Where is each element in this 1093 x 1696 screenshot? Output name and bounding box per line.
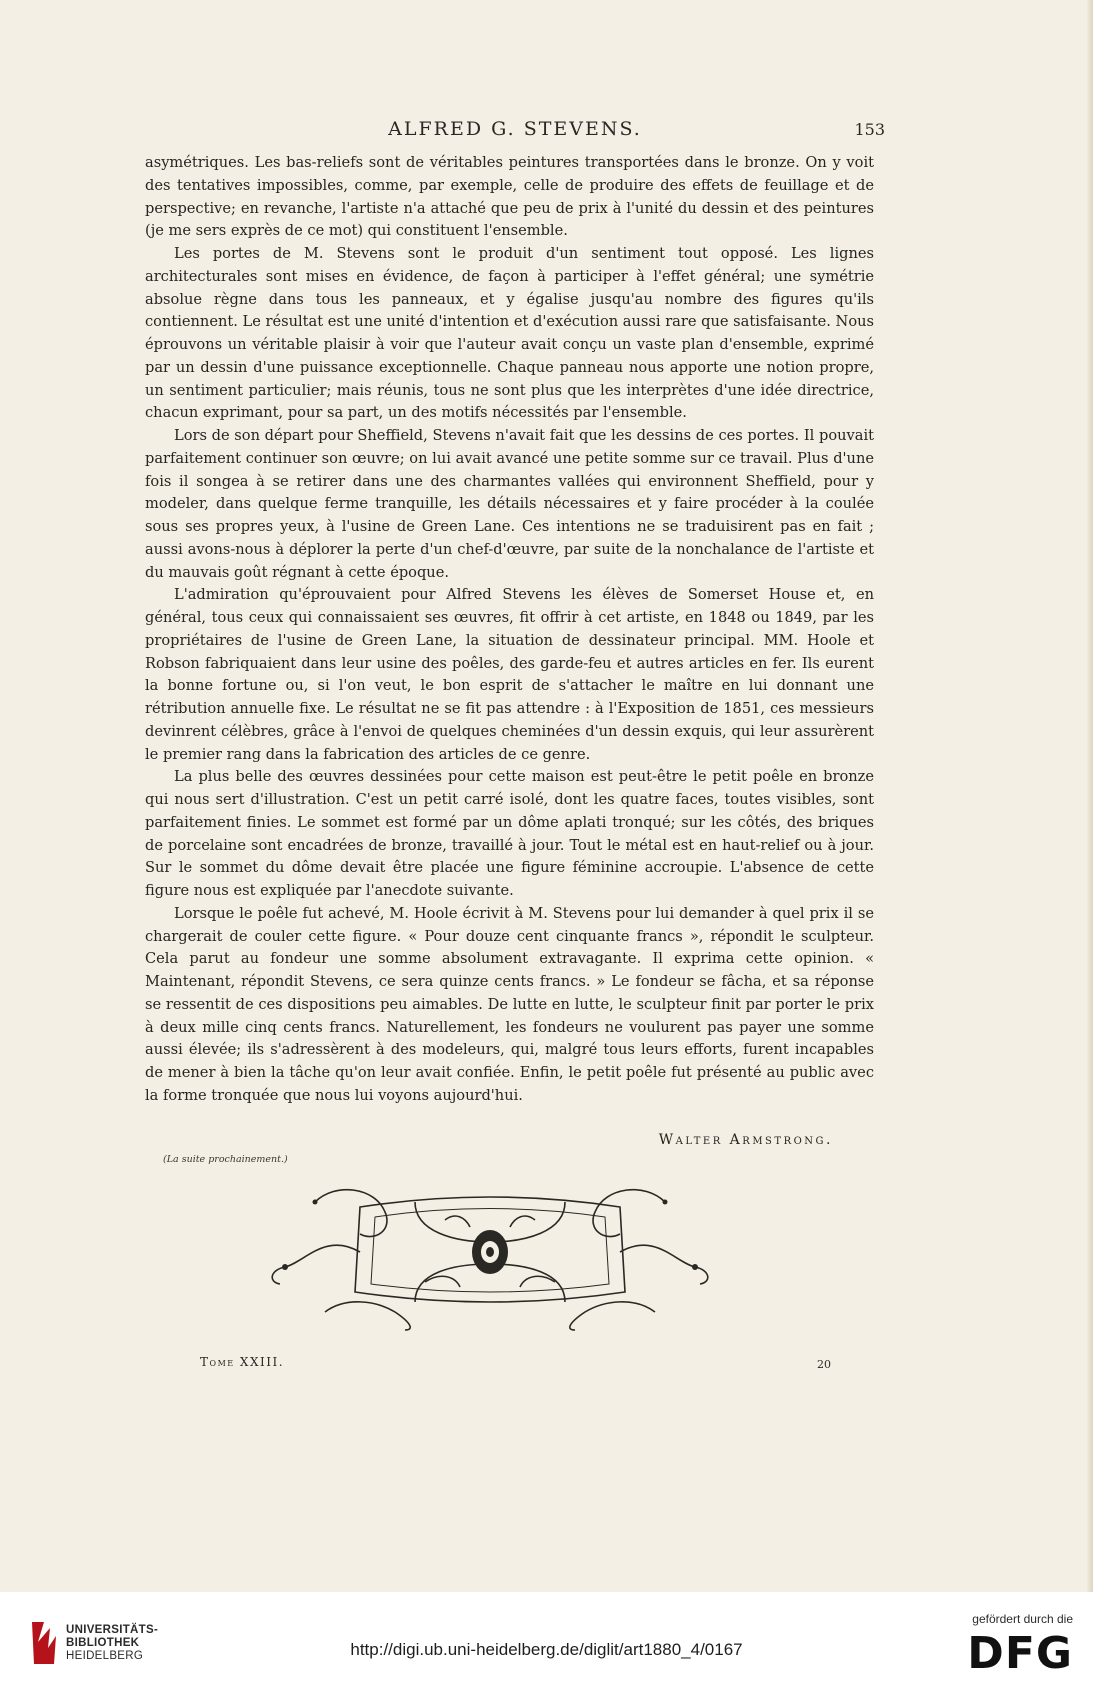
paragraph: L'admiration qu'éprouvaient pour Alfred Stevens les élèves de Somerset House et, en général, tous ceux qui connaissaient ses œuvres, fit offrir à cet artiste, en 1848 ou 1849, par les propriétaires de l'usine de Green Lane, la situation de dessinateur principal. MM. Hoole et Robson fabriquaient dans leur usine des poêles, des garde-feu et autres articles en fer. Ils eurent la bonne fortune ou, si l'on veut, le bon esprit de s'attacher le maître en lui donnant une rétribution annuelle fixe. Le résultat ne se fit pas attendre : à l'Exposition de 1851, ces messieurs devinrent célèbres, grâce à l'envoi de quelques cheminées d'un dessin exquis, qui leur assurèrent le premier rang dans la fabrication des articles de ce genre. [145,586,874,763]
ornamental-tailpiece [265,1172,715,1332]
article-body [145,152,874,1108]
library-line: BIBLIOTHEK [66,1637,140,1649]
sponsor-caption: gefördert durch die [972,1612,1073,1626]
continuation-note: (La suite prochainement.) [163,1154,288,1165]
paragraph: Les portes de M. Stevens sont le produit d'un sentiment tout opposé. Les lignes architecturales sont mises en évidence, de façon à participer à l'effet général; une symétrie absolue règne dans tous les panneaux, et y égalise jusqu'au nombre des figures qu'ils contiennent. Le résultat est une unité d'intention et d'exécution aussi rare que satisfaisante. Nous éprouvons un véritable plaisir à voir que l'auteur avait conçu un vaste plan d'ensemble, exprimé par un dessin d'une puissance exceptionnelle. Chaque panneau nous apporte une notion propre, un sentiment particulier; mais réunis, tous ne sont plus que les interprètes d'une idée directrice, chacun exprimant, pour sa part, un des motifs nécessités par l'ensemble. [145,245,874,422]
paragraph: asymétriques. Les bas-reliefs sont de véritables peintures transportées dans le bronze. On y voit des tentatives impossibles, comme, par exemple, celle de produire des effets de feuillage et de perspective; en revanche, l'artiste n'a attaché que peu de prix à l'unité du dessin et des peintures (je me sers exprès de ce mot) qui constituent l'ensemble. [145,154,874,240]
paragraph: Lorsque le poêle fut achevé, M. Hoole écrivit à M. Stevens pour lui demander à quel prix il se chargerait de couler cette figure. « Pour douze cent cinquante francs », répondit le sculpteur. Cela parut au fondeur une somme absolument extravagante. Il exprima cette opinion. « Maintenant, répondit Stevens, ce sera quinze cents francs. » Le fondeur se fâcha, et sa réponse se ressentit de ces dispositions peu aimables. De lutte en lutte, le sculpteur finit par porter le prix à deux mille cinq cents francs. Naturellement, les fondeurs ne voulurent pas payer une somme aussi élevée; ils s'adressèrent à des modeleurs, qui, malgré tous leurs efforts, furent incapables de mener à bien la tâche qu'on leur avait confiée. Enfin, le petit poêle fut présenté au public avec la forme tronquée que nous lui voyons aujourd'hui. [145,904,874,1104]
library-line: HEIDELBERG [66,1650,144,1662]
volume-label: Tome XXIII. [200,1355,285,1369]
library-line: UNIVERSITÄTS- [66,1624,159,1636]
paragraph: La plus belle des œuvres dessinées pour cette maison est peut-être le petit poêle en bronze qui nous sert d'illustration. C'est un petit carré isolé, dont les quatre faces, toutes visibles, sont parfaitement finies. Le sommet est formé par un dôme aplati tronqué; sur les côtés, des briques de porcelaine sont encadrées de bronze, travaillé à jour. Tout le métal est en haut-relief ou à jour. Sur le sommet du dôme devait être placée une figure féminine accroupie. L'absence de cette figure nous est expliquée par l'anecdote suivante. [145,768,874,899]
paragraph: Lors de son départ pour Sheffield, Stevens n'avait fait que les dessins de ces portes. Il pouvait parfaitement continuer son œuvre; on lui avait avancé une petite somme sur ce travail. Plus d'une fois il songea à se retirer dans une des charmantes vallées qui environnent Sheffield, pour y modeler, dans quelque ferme tranquille, les détails nécessaires et y faire procéder à la coulée sous ses propres yeux, à l'usine de Green Lane. Ces intentions ne se traduisirent pas en fait ; aussi avons-nous à déplorer la perte d'un chef-d'œuvre, par suite de la nonchalance de l'artiste et du mauvais goût régnant à cette époque. [145,427,874,581]
page-number: 153 [854,120,885,139]
viewer-footer [0,1592,1093,1696]
dfg-logo[interactable]: DFG [967,1628,1073,1679]
author-signature: Walter Armstrong. [658,1132,833,1148]
permalink-url[interactable]: http://digi.ub.uni-heidelberg.de/diglit/art1880_4/0167 [350,1640,743,1659]
running-head: ALFRED G. STEVENS. [388,118,642,140]
signature-mark: 20 [817,1358,831,1371]
page-edge [1087,0,1093,1592]
